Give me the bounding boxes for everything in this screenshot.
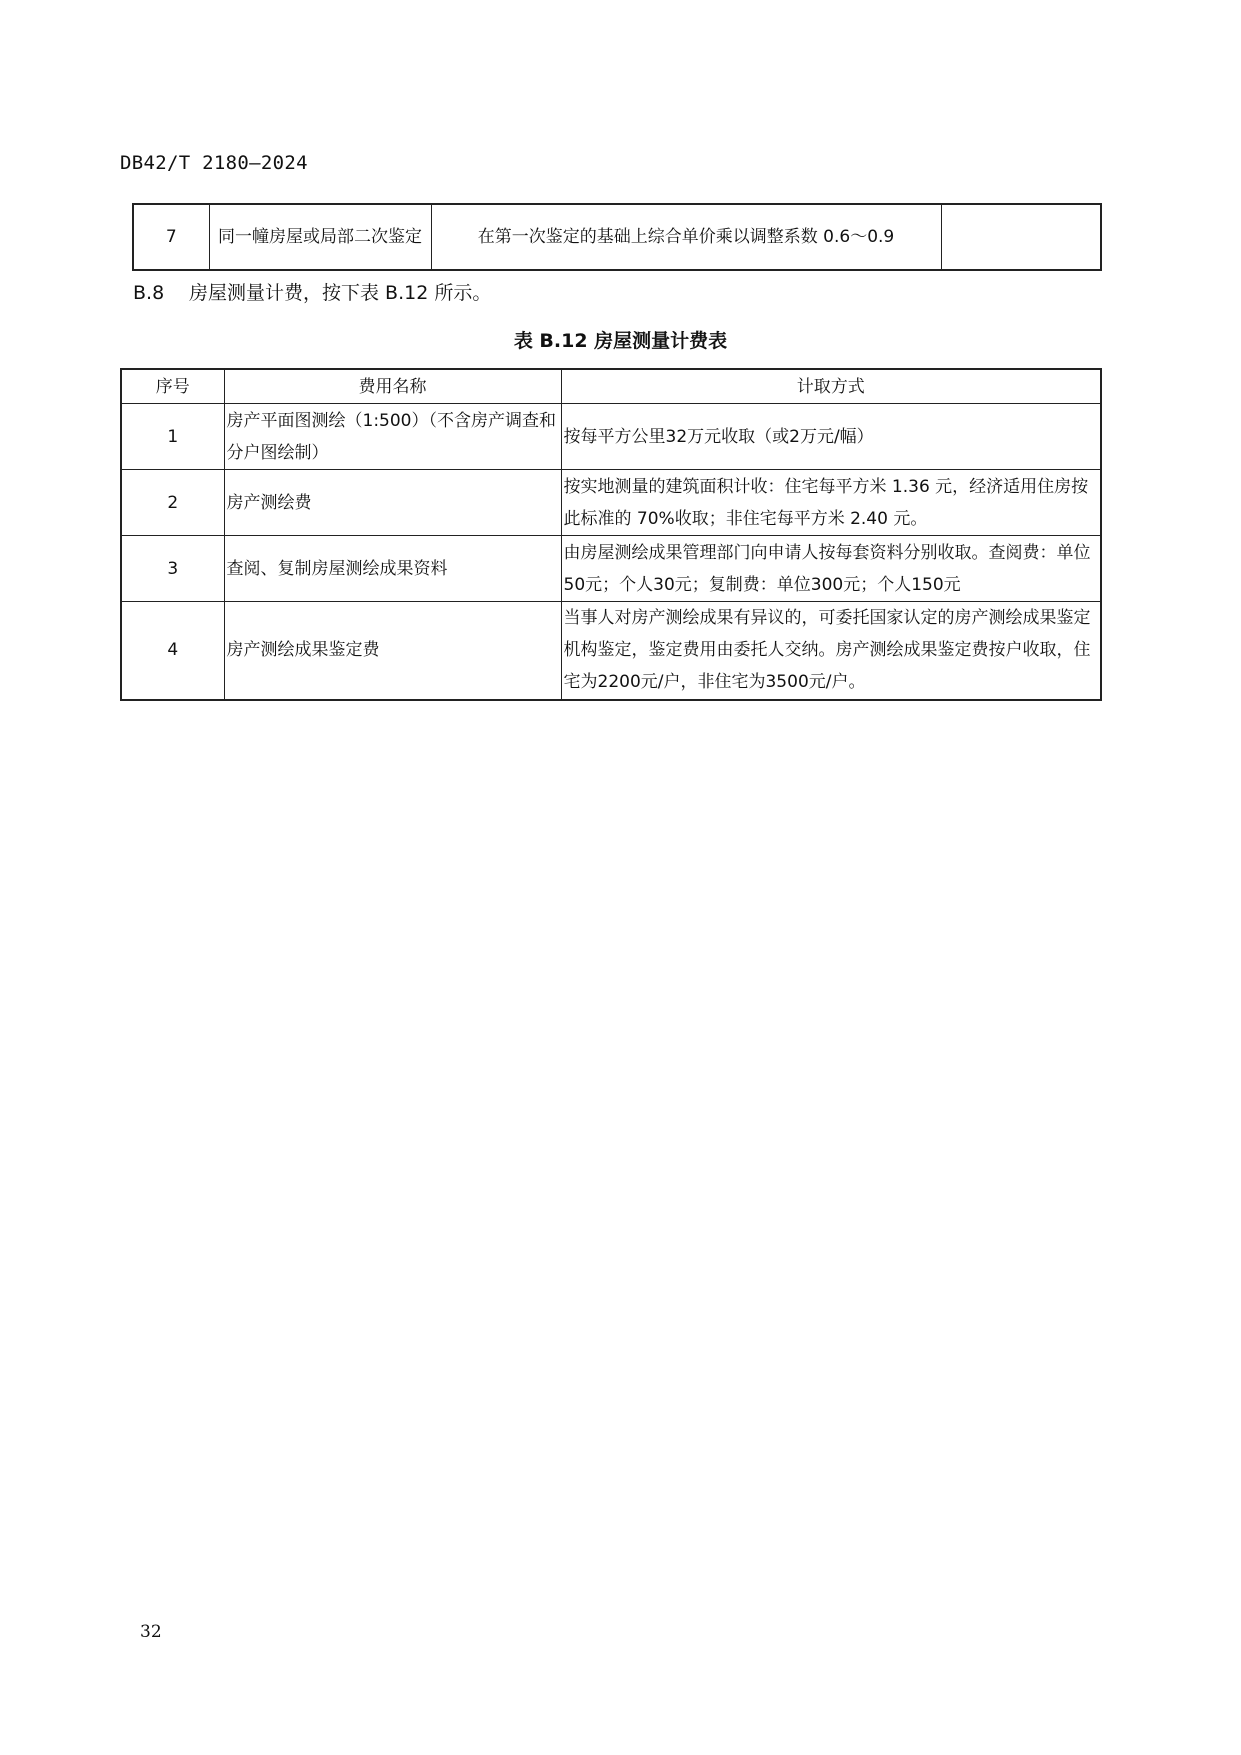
fee-method: 按每平方公里32万元收取（或2万元/幅） bbox=[561, 404, 1101, 470]
fee-method: 按实地测量的建筑面积计收：住宅每平方米 1.36 元，经济适用住房按此标准的 70%收取；非住宅每平方米 2.40 元。 bbox=[561, 470, 1101, 536]
table-row bbox=[133, 204, 1101, 270]
fee-name: 查阅、复制房屋测绘成果资料 bbox=[224, 536, 561, 602]
section-text: 房屋测量计费，按下表 B.12 所示。 bbox=[189, 282, 492, 304]
row-number: 7 bbox=[133, 204, 209, 270]
header-name: 费用名称 bbox=[224, 369, 561, 404]
fee-method: 由房屋测绘成果管理部门向申请人按每套资料分别收取。查阅费：单位50元；个人30元；复制费：单位300元；个人150元 bbox=[561, 536, 1101, 602]
table-row bbox=[121, 602, 1101, 700]
section-number: B.8 bbox=[133, 282, 165, 304]
fee-method: 当事人对房产测绘成果有异议的，可委托国家认定的房产测绘成果鉴定机构鉴定，鉴定费用由委托人交纳。房产测绘成果鉴定费按户收取，住宅为2200元/户，非住宅为3500元/户。 bbox=[561, 602, 1101, 700]
table-header-row bbox=[121, 369, 1101, 404]
page-number: 32 bbox=[140, 1622, 162, 1642]
header-method: 计取方式 bbox=[561, 369, 1101, 404]
section-b8 bbox=[133, 278, 491, 305]
header-no: 序号 bbox=[121, 369, 224, 404]
table-row bbox=[121, 404, 1101, 470]
fee-name: 同一幢房屋或局部二次鉴定 bbox=[209, 204, 431, 270]
continued-table bbox=[132, 203, 1102, 271]
note-cell bbox=[941, 204, 1101, 270]
fee-name: 房产测绘成果鉴定费 bbox=[224, 602, 561, 700]
fee-name: 房产测绘费 bbox=[224, 470, 561, 536]
fee-table bbox=[120, 368, 1102, 701]
row-number: 3 bbox=[121, 536, 224, 602]
fee-name: 房产平面图测绘（1:500）（不含房产调查和分户图绘制） bbox=[224, 404, 561, 470]
fee-method: 在第一次鉴定的基础上综合单价乘以调整系数 0.6～0.9 bbox=[431, 204, 941, 270]
row-number: 1 bbox=[121, 404, 224, 470]
table-row bbox=[121, 536, 1101, 602]
table-caption: 表 B.12 房屋测量计费表 bbox=[513, 330, 728, 352]
row-number: 4 bbox=[121, 602, 224, 700]
row-number: 2 bbox=[121, 470, 224, 536]
table-row bbox=[121, 470, 1101, 536]
document-code: DB42/T 2180—2024 bbox=[120, 152, 308, 174]
